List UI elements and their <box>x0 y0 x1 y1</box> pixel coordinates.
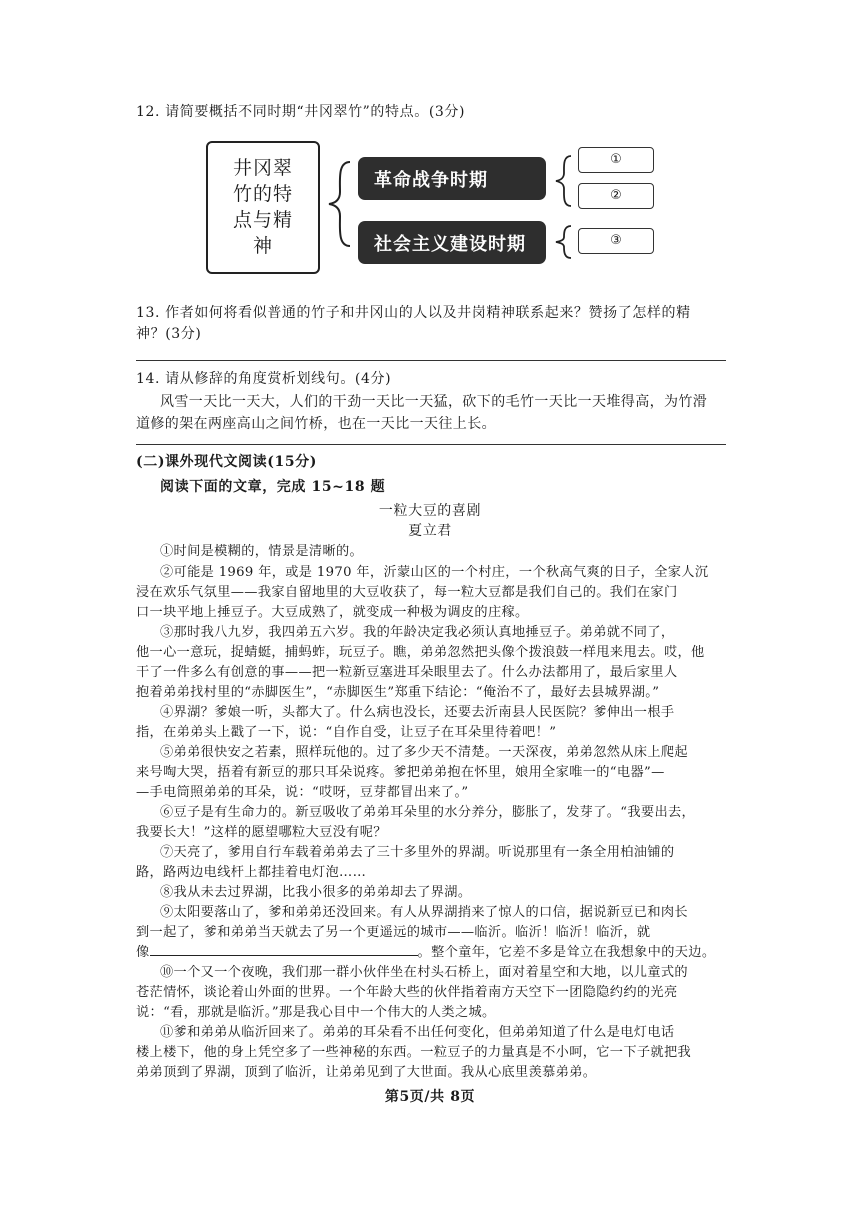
fill-in-prefix: 像 <box>136 945 150 960</box>
reading-instruction: 阅读下面的文章，完成 15~18 题 <box>160 479 386 495</box>
fill-in-suffix: 。整个童年，它差不多是耸立在我想象中的天边。 <box>417 945 716 960</box>
answer-slot-3: ③ <box>578 228 654 254</box>
paragraph-line: 抱着弟弟找村里的“赤脚医生”，“赤脚医生”郑重下结论：“俺治不了，最好去县城界湖。” <box>136 685 660 700</box>
paragraph-line: 他一心一意玩，捉蜻蜓，捕蚂蚱，玩豆子。瞧，弟弟忽然把头像个拨浪鼓一样甩来甩去。哎，他 <box>136 645 705 660</box>
paragraph-line: ⑦天亮了，爹用自行车载着弟弟去了三十多里外的界湖。听说那里有一条全用柏油铺的 <box>160 845 675 860</box>
question-13-line1: 13. 作者如何将看似普通的竹子和井冈山的人以及井岗精神联系起来？赞扬了怎样的精 <box>136 305 691 321</box>
paragraph-line: ⑥豆子是有生命力的。新豆吸收了弟弟耳朵里的水分养分，膨胀了，发芽了。“我要出去， <box>160 805 696 820</box>
paragraph-line: —手电筒照弟弟的耳朵，说：“哎呀，豆芽都冒出来了。” <box>136 785 469 800</box>
answer-slot-1: ① <box>578 147 654 173</box>
paragraph-line: 浸在欢乐气氛里——我家自留地里的大豆收获了，每一粒大豆都是我们自己的。我们在家门 <box>136 585 678 600</box>
article-title: 一粒大豆的喜剧 <box>378 503 482 519</box>
answer-line <box>136 360 726 361</box>
paragraph-line: 到一起了，爹和弟弟当天就去了另一个更遥远的城市——临沂。临沂！临沂！临沂，就 <box>136 925 651 940</box>
paragraph-line: 口一块平地上捶豆子。大豆成熟了，就变成一种极为调皮的庄稼。 <box>136 605 529 620</box>
period-socialist: 社会主义建设时期 <box>358 221 546 264</box>
period-revolutionary: 革命战争时期 <box>358 157 546 200</box>
paragraph-line: 楼上楼下，他的身上凭空多了一些神秘的东西。一粒豆子的力量真是不小呵，它一下子就把我 <box>136 1045 692 1060</box>
question-14-quote-line1: 风雪一天比一天大，人们的干劲一天比一天猛，砍下的毛竹一天比一天堆得高，为竹滑 <box>160 394 708 410</box>
paragraph-line: ⑤弟弟很快安之若素，照样玩他的。过了多少天不清楚。一天深夜，弟弟忽然从床上爬起 <box>160 745 688 760</box>
diagram-left-line: 点与精 <box>232 209 293 231</box>
brace-bottom-icon <box>554 224 574 264</box>
diagram-left-box <box>206 141 320 274</box>
question-14-quote-line2: 道修的架在两座高山之间竹桥，也在一天比一天往上长。 <box>136 416 496 432</box>
paragraph-line: ②可能是 1969 年，或是 1970 年，沂蒙山区的一个村庄，一个秋高气爽的日子，全家人沉 <box>160 565 709 580</box>
paragraph-line: 路，路两边电线杆上都挂着电灯泡…… <box>136 865 367 880</box>
question-14: 14. 请从修辞的角度赏析划线句。(4分) <box>136 371 392 387</box>
question-12: 12. 请简要概括不同时期“井冈翠竹”的特点。(3分) <box>136 104 466 120</box>
diagram-left-line: 竹的特 <box>232 183 293 205</box>
diagram-left-line: 井冈翠 <box>232 157 293 179</box>
paragraph-line: ⑧我从未去过界湖，比我小很多的弟弟却去了界湖。 <box>160 885 472 900</box>
brace-top-icon <box>554 154 574 212</box>
paragraph-line: 说：“看，那就是临沂。”那是我心目中一个伟大的人类之城。 <box>136 1005 496 1020</box>
paragraph-line: ①时间是模糊的，情景是清晰的。 <box>160 544 364 559</box>
paragraph-line: 指，在弟弟头上戳了一下，说：“自作自受，让豆子在耳朵里待着吧！” <box>136 725 557 740</box>
question-13-line2: 神？(3分) <box>136 326 202 342</box>
paragraph-line: ③那时我八九岁，我四弟五六岁。我的年龄决定我必须认真地捶豆子。弟弟就不同了， <box>160 625 675 640</box>
section-title: (二)课外现代文阅读(15分) <box>136 454 317 470</box>
paragraph-line: ④界湖？爹娘一听，头都大了。什么病也没长，还要去沂南县人民医院？爹伸出一根手 <box>160 705 675 720</box>
paragraph-line: 干了一件多么有创意的事——把一粒新豆塞进耳朵眼里去了。什么办法都用了，最后家里人 <box>136 665 678 680</box>
fill-in-blank[interactable] <box>150 943 418 956</box>
paragraph-line: 我要长大！”这样的愿望哪粒大豆没有呢？ <box>136 825 387 840</box>
answer-slot-2: ② <box>578 183 654 209</box>
paragraph-line: 苍茫情怀，谈论着山外面的世界。一个年龄大些的伙伴指着南方天空下一团隐隐约约的光亮 <box>136 985 678 1000</box>
page-footer: 第5页/共 8页 <box>384 1089 476 1105</box>
article-author: 夏立君 <box>408 523 452 539</box>
paragraph-line: ⑩一个又一个夜晚，我们那一群小伙伴坐在村头石桥上，面对着星空和大地，以儿童式的 <box>160 965 688 980</box>
paragraph-line: ⑪爹和弟弟从临沂回来了。弟弟的耳朵看不出任何变化，但弟弟知道了什么是电灯电话 <box>160 1025 675 1040</box>
paragraph-line: 来号啕大哭，捂着有新豆的那只耳朵说疼。爹把弟弟抱在怀里，娘用全家唯一的“电器”— <box>136 765 665 780</box>
left-brace-icon <box>326 159 354 253</box>
answer-line <box>136 444 726 445</box>
fill-in-line <box>136 941 715 960</box>
paragraph-line: 弟弟顶到了界湖，顶到了临沂，让弟弟见到了大世面。我从心底里羡慕弟弟。 <box>136 1065 597 1080</box>
diagram-left-line: 神 <box>252 235 273 257</box>
paragraph-line: ⑨太阳要落山了，爹和弟弟还没回来。有人从界湖捎来了惊人的口信，据说新豆已和肉长 <box>160 905 688 920</box>
